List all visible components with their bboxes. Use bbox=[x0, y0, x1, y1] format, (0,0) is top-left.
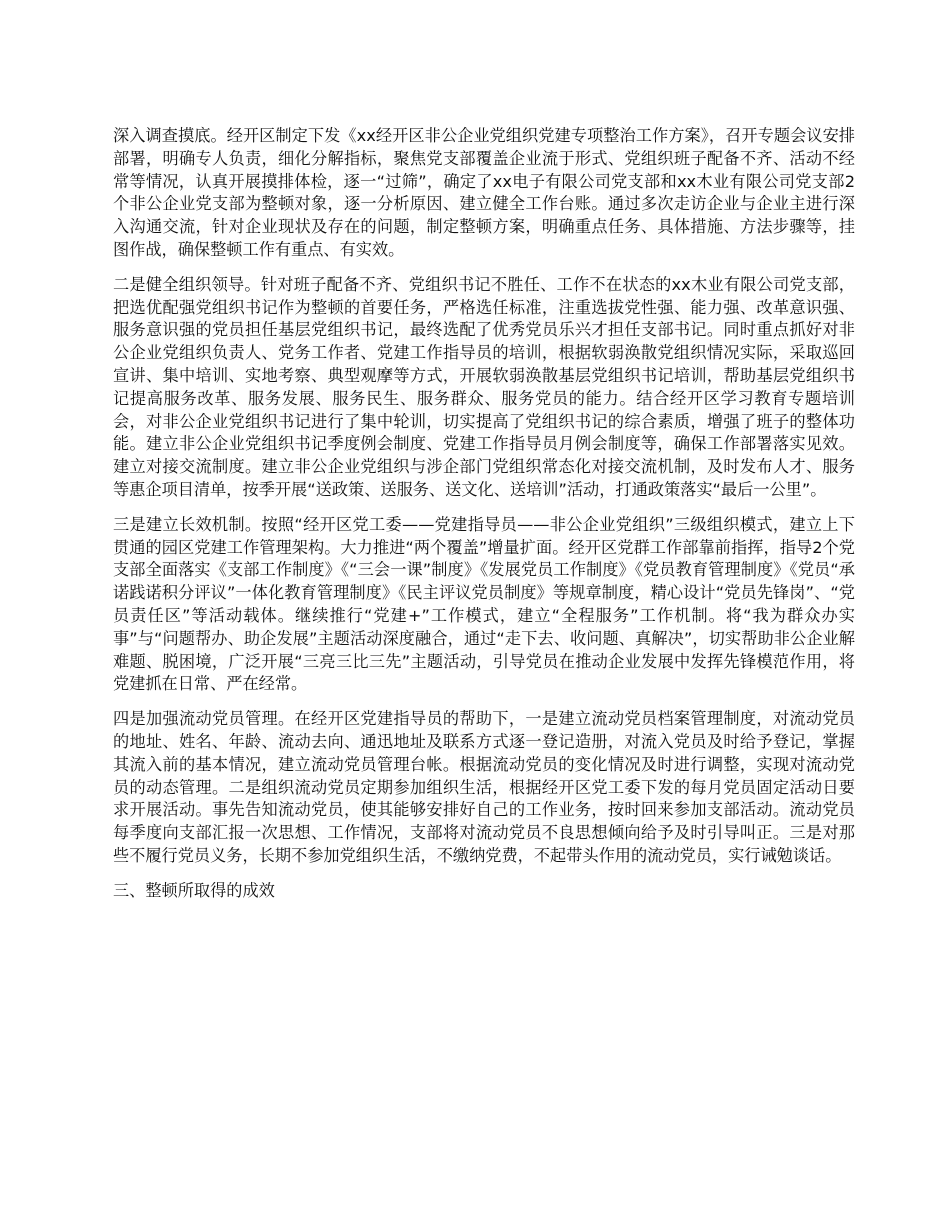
paragraph-mobile-member-management: 四是加强流动党员管理。在经开区党建指导员的帮助下，一是建立流动党员档案管理制度，对流动党员的地址、姓名、年龄、流动去向、通迅地址及联系方式逐一登记造册，对流入党员及时给予登记，掌握其流入前的基本情况，建立流动党员管理台帐。根据流动党员的变化情况及时进行调整，实现对流动党员的动态管理。二是组织流动党员定期参加组织生活，根据经开区党工委下发的每月党员固定活动日要求开展活动。事先告知流动党员，使其能够安排好自己的工作业务，按时回来参加支部活动。流动党员每季度向支部汇报一次思想、工作情况，支部将对流动党员不良思想倾向给予及时引导叫正。三是对那些不履行党员义务，长期不参加党组织生活，不缴纳党费，不起带头作用的流动党员，实行诫勉谈话。 bbox=[113, 709, 855, 865]
section-heading-results: 三、整顿所取得的成效 bbox=[113, 880, 275, 900]
paragraph-investigation: 深入调查摸底。经开区制定下发《xx经开区非公企业党组织党建专项整治工作方案》，召开专题会议安排部署，明确专人负责，细化分解指标，聚焦党支部覆盖企业流于形式、党组织班子配备不齐、活动不经常等情况，认真开展摸排体检，逐一“过筛”，确定了xx电子有限公司党支部和xx木业有限公司党支部2个非公企业党支部为整顿对象，逐一分析原因、建立健全工作台账。通过多次走访企业与企业主进行深入沟通交流，针对企业现状及存在的问题，制定整顿方案，明确重点任务、具体措施、方法步骤等，挂图作战，确保整顿工作有重点、有实效。 bbox=[113, 126, 855, 259]
document-page bbox=[113, 125, 855, 903]
paragraph-long-term-mechanism: 三是建立长效机制。按照“经开区党工委——党建指导员——非公企业党组织”三级组织模式，建立上下贯通的园区党建工作管理架构。大力推进“两个覆盖”增量扩面。经开区党群工作部靠前指挥，指导2个党支部全面落实《支部工作制度》《“三会一课”制度》《发展党员工作制度》《党员教育管理制度》《党员“承诺践诺积分评议”一体化教育管理制度》《民主评议党员制度》等规章制度，精心设计“党员先锋岗”、“党员责任区”等活动载体。继续推行“党建+”工作模式，建立“全程服务”工作机制。将“我为群众办实事”与“问题帮办、助企发展”主题活动深度融合，通过“走下去、收问题、真解决”，切实帮助非公企业解难题、脱困境，广泛开展“三亮三比三先”主题活动，引导党员在推动企业发展中发挥先锋模范作用，将党建抓在日常、严在经常。 bbox=[113, 514, 855, 694]
paragraph-organization-leadership: 二是健全组织领导。针对班子配备不齐、党组织书记不胜任、工作不在状态的xx木业有限公司党支部，把选优配强党组织书记作为整顿的首要任务，严格选任标准，注重选拔党性强、能力强、改革意识强、服务意识强的党员担任基层党组织书记，最终选配了优秀党员乐兴才担任支部书记。同时重点抓好对非公企业党组织负责人、党务工作者、党建工作指导员的培训，根据软弱涣散党组织情况实际，采取巡回宣讲、集中培训、实地考察、典型观摩等方式，开展软弱涣散基层党组织书记培训，帮助基层党组织书记提高服务改革、服务发展、服务民生、服务群众、服务党员的能力。结合经开区学习教育专题培训会，对非公企业党组织书记进行了集中轮训，切实提高了党组织书记的综合素质，增强了班子的整体功能。建立非公企业党组织书记季度例会制度、党建工作指导员月例会制度等，确保工作部署落实见效。建立对接交流制度。建立非公企业党组织与涉企部门党组织常态化对接交流机制，及时发布人才、服务等惠企项目清单，按季开展“送政策、送服务、送文化、送培训”活动，打通政策落实“最后一公里”。 bbox=[113, 274, 855, 499]
